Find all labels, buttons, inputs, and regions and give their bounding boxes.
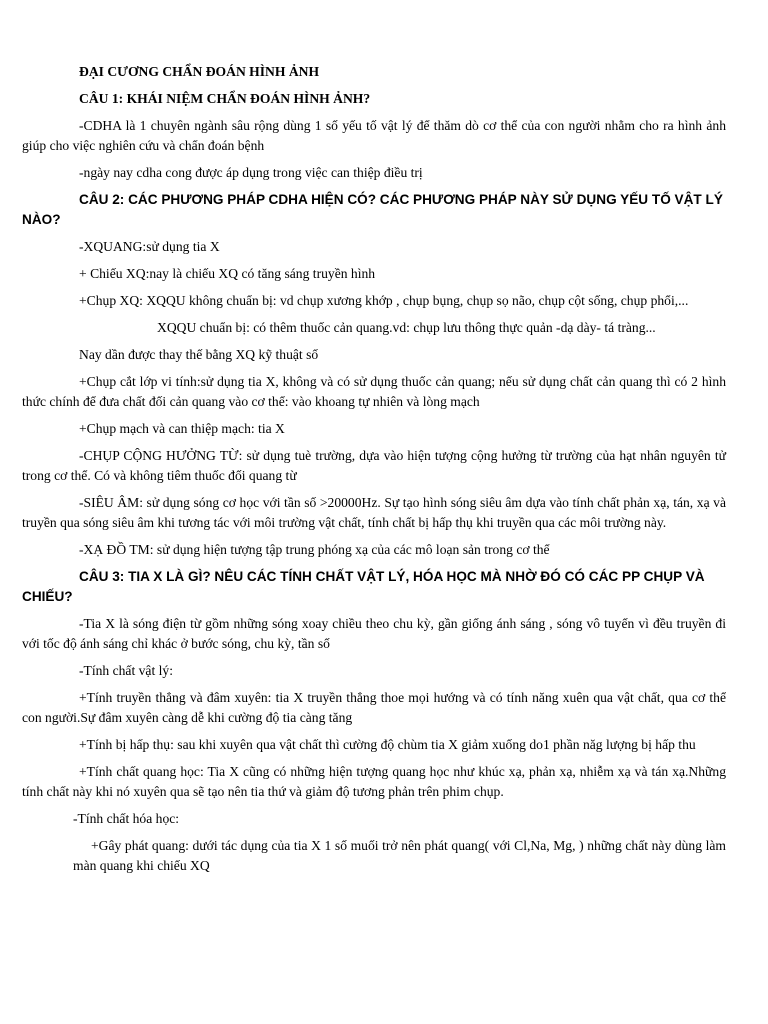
question-1-heading: CÂU 1: KHÁI NIỆM CHẨN ĐOÁN HÌNH ẢNH?	[79, 91, 371, 106]
question-3-heading: CÂU 3: TIA X LÀ GÌ? NÊU CÁC TÍNH CHẤT VẬT LÝ, HÓA HỌC MÀ NHỜ ĐÓ CÓ CÁC PP CHỤP VÀ CHIẾU?	[22, 569, 705, 604]
paragraph: -Tính chất vật lý:	[79, 663, 173, 678]
paragraph: +Chụp XQ: XQQU không chuẩn bị: vd chụp xương khớp , chụp bụng, chụp sọ não, chụp cột sống, chụp phổi,...	[79, 293, 689, 308]
paragraph: -Tia X là sóng điện từ gồm những sóng xoay chiều theo chu kỳ, gần giống ánh sáng , sóng vô tuyến vì đều truyền đi với tốc độ ánh sáng chỉ khác ở bước sóng, chu kỳ, tần số	[22, 616, 726, 651]
paragraph: -CDHA là 1 chuyên ngành sâu rộng dùng 1 số yếu tố vật lý để thăm dò cơ thể của con người nhằm cho ra hình ảnh giúp cho việc nghiên cứu và chẩn đoán bệnh	[22, 118, 726, 153]
paragraph: XQQU chuẩn bị: có thêm thuốc cản quang.vd: chụp lưu thông thực quản -dạ dày- tá tràng...	[157, 320, 656, 335]
paragraph: -ngày nay cdha cong được áp dụng trong việc can thiệp điều trị	[79, 165, 423, 180]
paragraph: + Chiếu XQ:nay là chiếu XQ có tăng sáng truyền hình	[79, 266, 376, 281]
paragraph: -SIÊU ÂM: sử dụng sóng cơ học với tần số >20000Hz. Sự tạo hình sóng siêu âm dựa vào tính chất phản xạ, tán, xạ và truyền qua sóng siêu âm khi tương tác với môi trường vật chất, tính chất bị hấp thụ khi truyền qua các môi trường này.	[22, 495, 726, 530]
paragraph: +Tính truyền thẳng và đâm xuyên: tia X truyền thẳng thoe mọi hướng và có tính năng xuên qua vật chất, qua cơ thể con người.Sự đâm xuyên càng dễ khi cường độ tia càng tăng	[22, 690, 726, 725]
paragraph: +Chụp cắt lớp vi tính:sử dụng tia X, không và có sử dụng thuốc cản quang; nếu sử dụng chất cản quang thì có 2 hình thức chính để đưa chất đối cản quang vào cơ thể: vào khoang tự nhiên và lòng mạch	[22, 374, 726, 409]
question-2-heading: CÂU 2: CÁC PHƯƠNG PHÁP CDHA HIỆN CÓ? CÁC PHƯƠNG PHÁP NÀY SỬ DỤNG YẾU TỐ VẬT LÝ NÀO?	[22, 192, 723, 227]
paragraph: -XẠ ĐỒ TM: sử dụng hiện tượng tập trung phóng xạ của các mô loạn sản trong cơ thể	[79, 542, 550, 557]
document-page	[22, 62, 726, 883]
paragraph: -Tính chất hóa học:	[73, 811, 180, 826]
paragraph: +Tính chất quang học: Tia X cũng có những hiện tượng quang học như khúc xạ, phản xạ, nhiễm xạ và tán xạ.Những tính chất này khi nó xuyên qua sẽ tạo nên tia thứ và giảm độ tương phản trên phim chụp.	[22, 764, 726, 799]
paragraph: -CHỤP CỘNG HƯỞNG TỪ: sử dụng tuè trường, dựa vào hiện tượng cộng hưởng từ trường của hạt nhân nguyên tử trong cơ thể. Có và không tiêm thuốc đối quang từ	[22, 448, 726, 483]
paragraph: -XQUANG:sử dụng tia X	[79, 239, 220, 254]
document-title: ĐẠI CƯƠNG CHẨN ĐOÁN HÌNH ẢNH	[79, 64, 320, 79]
paragraph: Nay dần được thay thế bằng XQ kỹ thuật số	[79, 347, 319, 362]
paragraph: +Chụp mạch và can thiệp mạch: tia X	[79, 421, 285, 436]
paragraph: +Gây phát quang: dưới tác dụng của tia X 1 số muối trở nên phát quang( với Cl,Na, Mg, ) những chất này dùng làm màn quang khi chiếu XQ	[73, 838, 726, 873]
paragraph: +Tính bị hấp thụ: sau khi xuyên qua vật chất thì cường độ chùm tia X giảm xuống do1 phần năg lượng bị hấp thu	[79, 737, 696, 752]
